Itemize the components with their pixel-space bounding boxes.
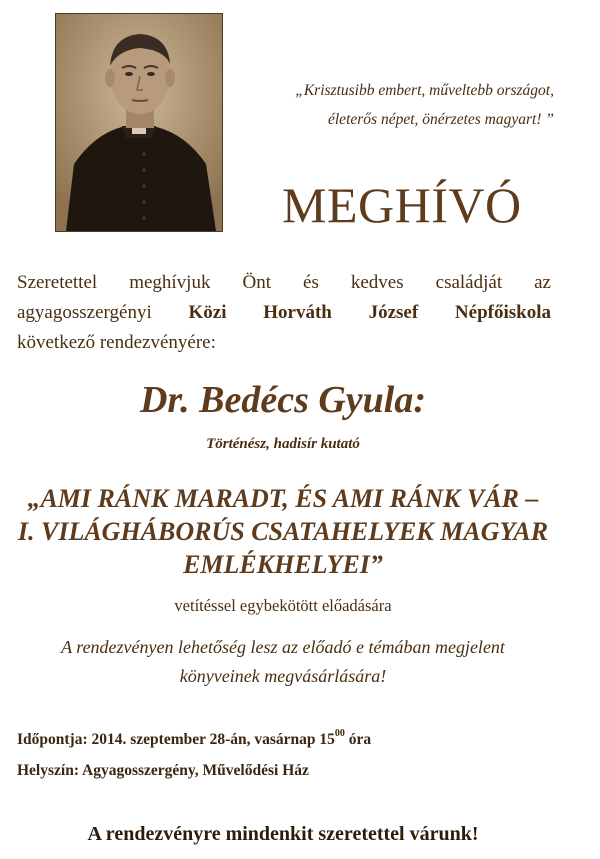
event-date-text: Időpontja: 2014. szeptember 28-án, vasárnap 15: [17, 731, 335, 749]
books-note-line-2: könyveinek megvásárlására!: [179, 666, 387, 686]
lecture-title: [0, 482, 566, 581]
portrait-illustration: [56, 14, 222, 231]
motto-line-2: életerős népet, önérzetes magyart! ”: [328, 111, 554, 128]
event-date: [17, 730, 371, 749]
motto-line-1: „Krisztusibb embert, műveltebb országot,: [295, 82, 554, 99]
invitation-line-3: következő rendezvényére:: [17, 332, 216, 353]
invitation-line-2: [17, 298, 551, 328]
books-note: [0, 633, 566, 691]
speaker-name: Dr. Bedécs Gyula:: [139, 379, 427, 421]
event-place: Helyszín: Agyagosszergény, Művelődési Ház: [17, 762, 309, 779]
motto: [295, 76, 554, 134]
event-time-minutes: 00: [334, 728, 345, 739]
books-note-line-1: A rendezvényen lehetőség lesz az előadó e témában megjelent: [61, 637, 505, 657]
portrait-photo: [55, 13, 223, 232]
organization-name: Közi Horváth József Népfőiskola: [188, 302, 551, 323]
invitation-line-2-prefix: agyagosszergényi: [17, 302, 189, 323]
lecture-title-line-2: I. VILÁGHÁBORÚS CSATAHELYEK MAGYAR: [17, 517, 549, 546]
page-title: MEGHÍVÓ: [282, 177, 522, 233]
projection-note: vetítéssel egybekötött előadására: [174, 596, 392, 615]
lecture-title-line-1: „AMI RÁNK MARADT, ÉS AMI RÁNK VÁR –: [27, 484, 539, 513]
event-date-suffix: óra: [344, 731, 372, 749]
speaker-role: Történész, hadisír kutató: [206, 436, 360, 452]
lecture-title-line-3: EMLÉKHELYEI”: [183, 550, 383, 579]
closing-text: A rendezvényre mindenkit szeretettel várunk!: [87, 823, 479, 845]
invitation-text: [17, 268, 551, 358]
invitation-line-1: Szeretettel meghívjuk Önt és kedves családját az: [17, 272, 551, 293]
